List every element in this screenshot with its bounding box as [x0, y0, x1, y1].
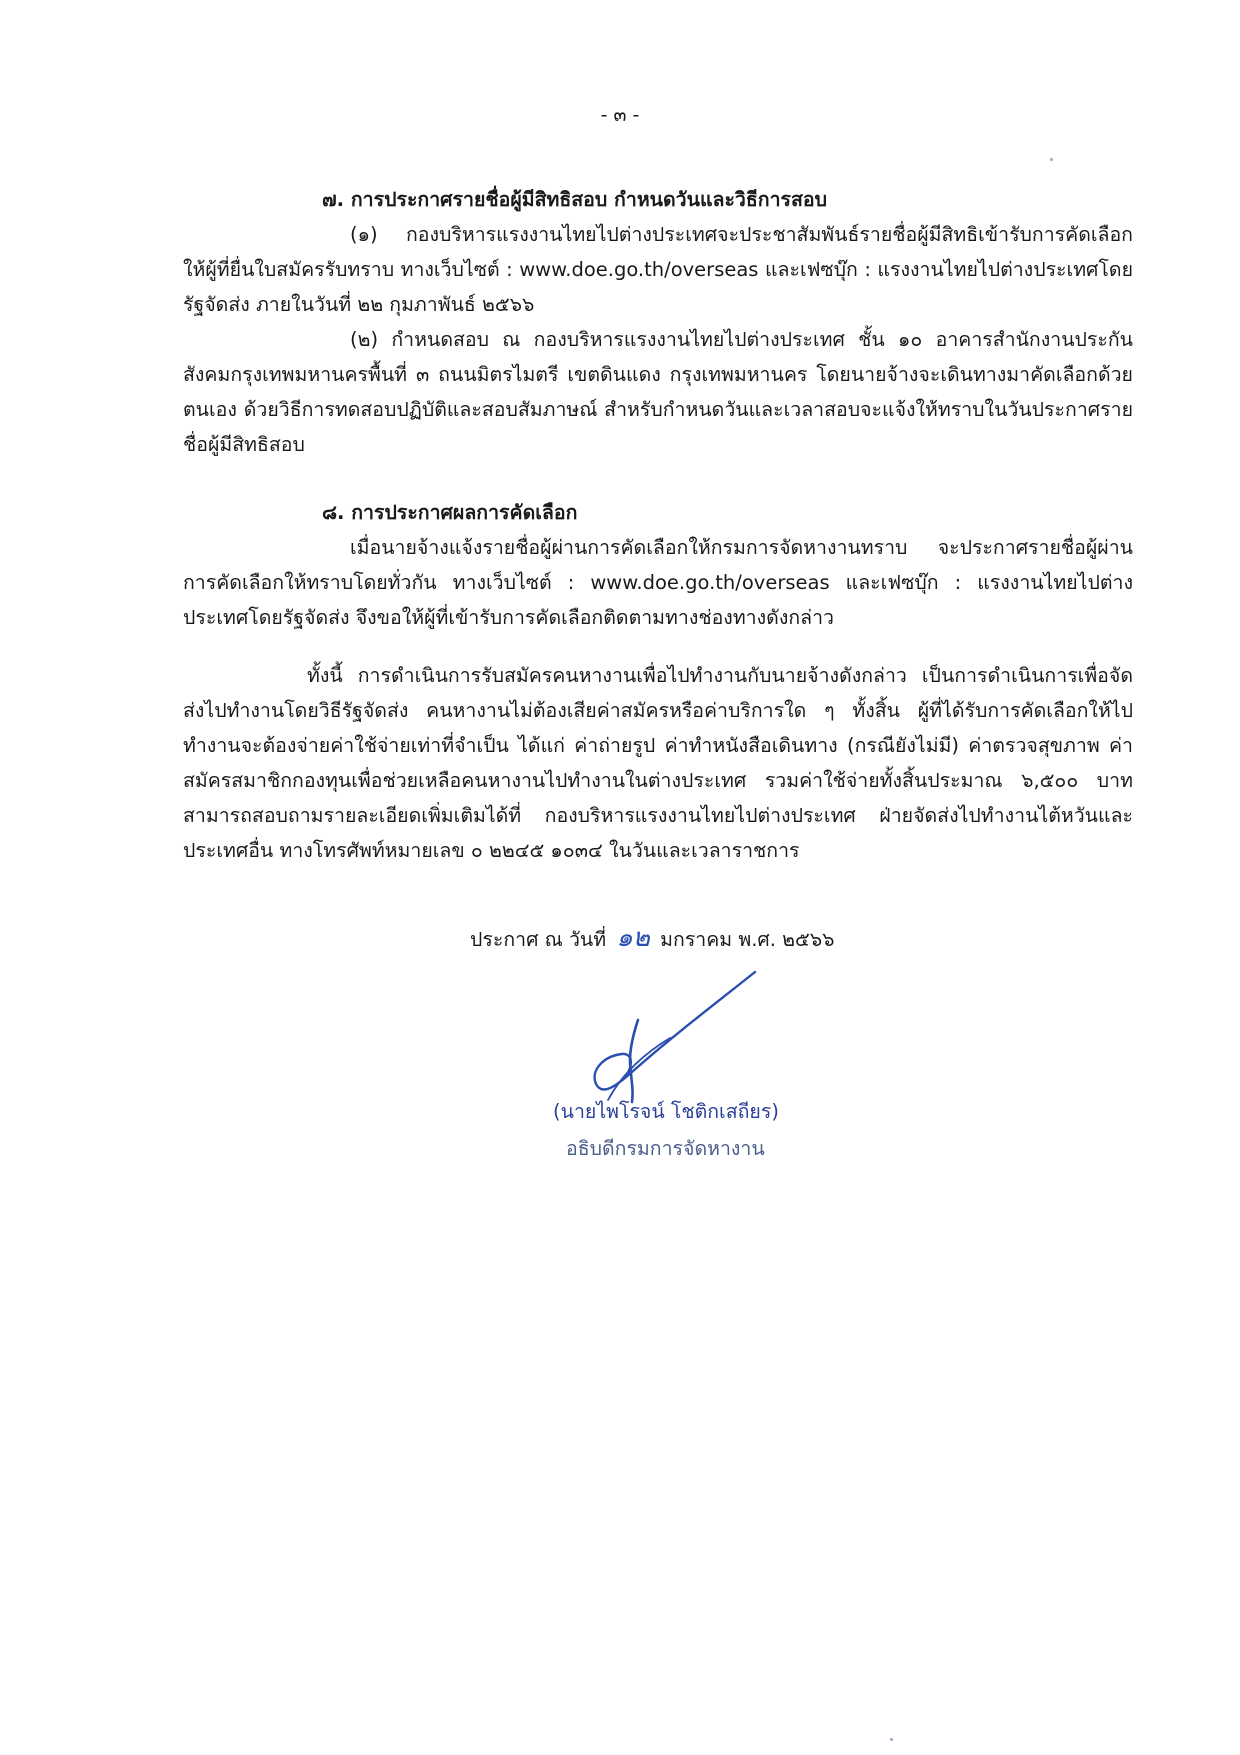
date-prefix: ประกาศ ณ วันที่: [470, 928, 607, 951]
scan-speck: [1050, 158, 1053, 161]
closing-section: [183, 658, 1133, 868]
section-8-body: เมื่อนายจ้างแจ้งรายชื่อผู้ผ่านการคัดเลือกให้กรมการจัดหางานทราบ จะประกาศรายชื่อผู้ผ่านการคัดเลือกให้ทราบโดยทั่วกัน ทางเว็บไซต์ : www.doe.go.th/overseas และเฟซบุ๊ก : แรงงานไทยไปต่างประเทศโดยรัฐจัดส่ง จึงขอให้ผู้ที่เข้ารับการคัดเลือกติดตามทางช่องทางดังกล่าว: [183, 536, 1133, 629]
section-7-item-2: (๒) กำหนดสอบ ณ กองบริหารแรงงานไทยไปต่างประเทศ ชั้น ๑๐ อาคารสำนักงานประกันสังคมกรุงเทพมหานครพื้นที่ ๓ ถนนมิตรไมตรี เขตดินแดง กรุงเทพมหานคร โดยนายจ้างจะเดินทางมาคัดเลือกด้วยตนเอง ด้วยวิธีการทดสอบปฏิบัติและสอบสัมภาษณ์ สำหรับกำหนดวันและเวลาสอบจะแจ้งให้ทราบในวันประกาศรายชื่อผู้มีสิทธิสอบ: [183, 328, 1133, 456]
scan-speck: [890, 1738, 893, 1741]
closing-paragraph: ทั้งนี้ การดำเนินการรับสมัครคนหางานเพื่อไปทำงานกับนายจ้างดังกล่าว เป็นการดำเนินการเพื่อจัดส่งไปทำงานโดยวิธีรัฐจัดส่ง คนหางานไม่ต้องเสียค่าสมัครหรือค่าบริการใด ๆ ทั้งสิ้น ผู้ที่ได้รับการคัดเลือกให้ไปทำงานจะต้องจ่ายค่าใช้จ่ายเท่าที่จำเป็น ได้แก่ ค่าถ่ายรูป ค่าทำหนังสือเดินทาง (กรณียังไม่มี) ค่าตรวจสุขภาพ ค่าสมัครสมาชิกกองทุนเพื่อช่วยเหลือคนหางานไปทำงานในต่างประเทศ รวมค่าใช้จ่ายทั้งสิ้นประมาณ ๖,๕๐๐ บาท สามารถสอบถามรายละเอียดเพิ่มเติมได้ที่ กองบริหารแรงงานไทยไปต่างประเทศ ฝ่ายจัดส่งไปทำงานไต้หวันและประเทศอื่น ทางโทรศัพท์หมายเลข ๐ ๒๒๔๕ ๑๐๓๔ ในวันและเวลาราชการ: [183, 664, 1133, 862]
handwritten-day: ๑๒: [616, 923, 650, 953]
section-7-item-1: (๑) กองบริหารแรงงานไทยไปต่างประเทศจะประชาสัมพันธ์รายชื่อผู้มีสิทธิเข้ารับการคัดเลือกให้ผู้ที่ยื่นใบสมัครรับทราบ ทางเว็บไซต์ : www.doe.go.th/overseas และเฟซบุ๊ก : แรงงานไทยไปต่างประเทศโดยรัฐจัดส่ง ภายในวันที่ ๒๒ กุมภาพันธ์ ๒๕๖๖: [183, 223, 1133, 316]
page-number: - ๓ -: [600, 104, 640, 126]
date-suffix: มกราคม พ.ศ. ๒๕๖๖: [660, 928, 835, 951]
announcement-date: [470, 917, 835, 958]
signer-name: (นายไพโรจน์ โชติกเสถียร): [553, 1100, 779, 1123]
section-8-heading: ๘. การประกาศผลการคัดเลือก: [322, 501, 578, 524]
section-8: [183, 495, 1133, 635]
signer-title: อธิบดีกรมการจัดหางาน: [566, 1137, 765, 1160]
section-7-heading: ๗. การประกาศรายชื่อผู้มีสิทธิสอบ กำหนดวันและวิธีการสอบ: [322, 188, 828, 211]
section-7: [183, 182, 1133, 462]
